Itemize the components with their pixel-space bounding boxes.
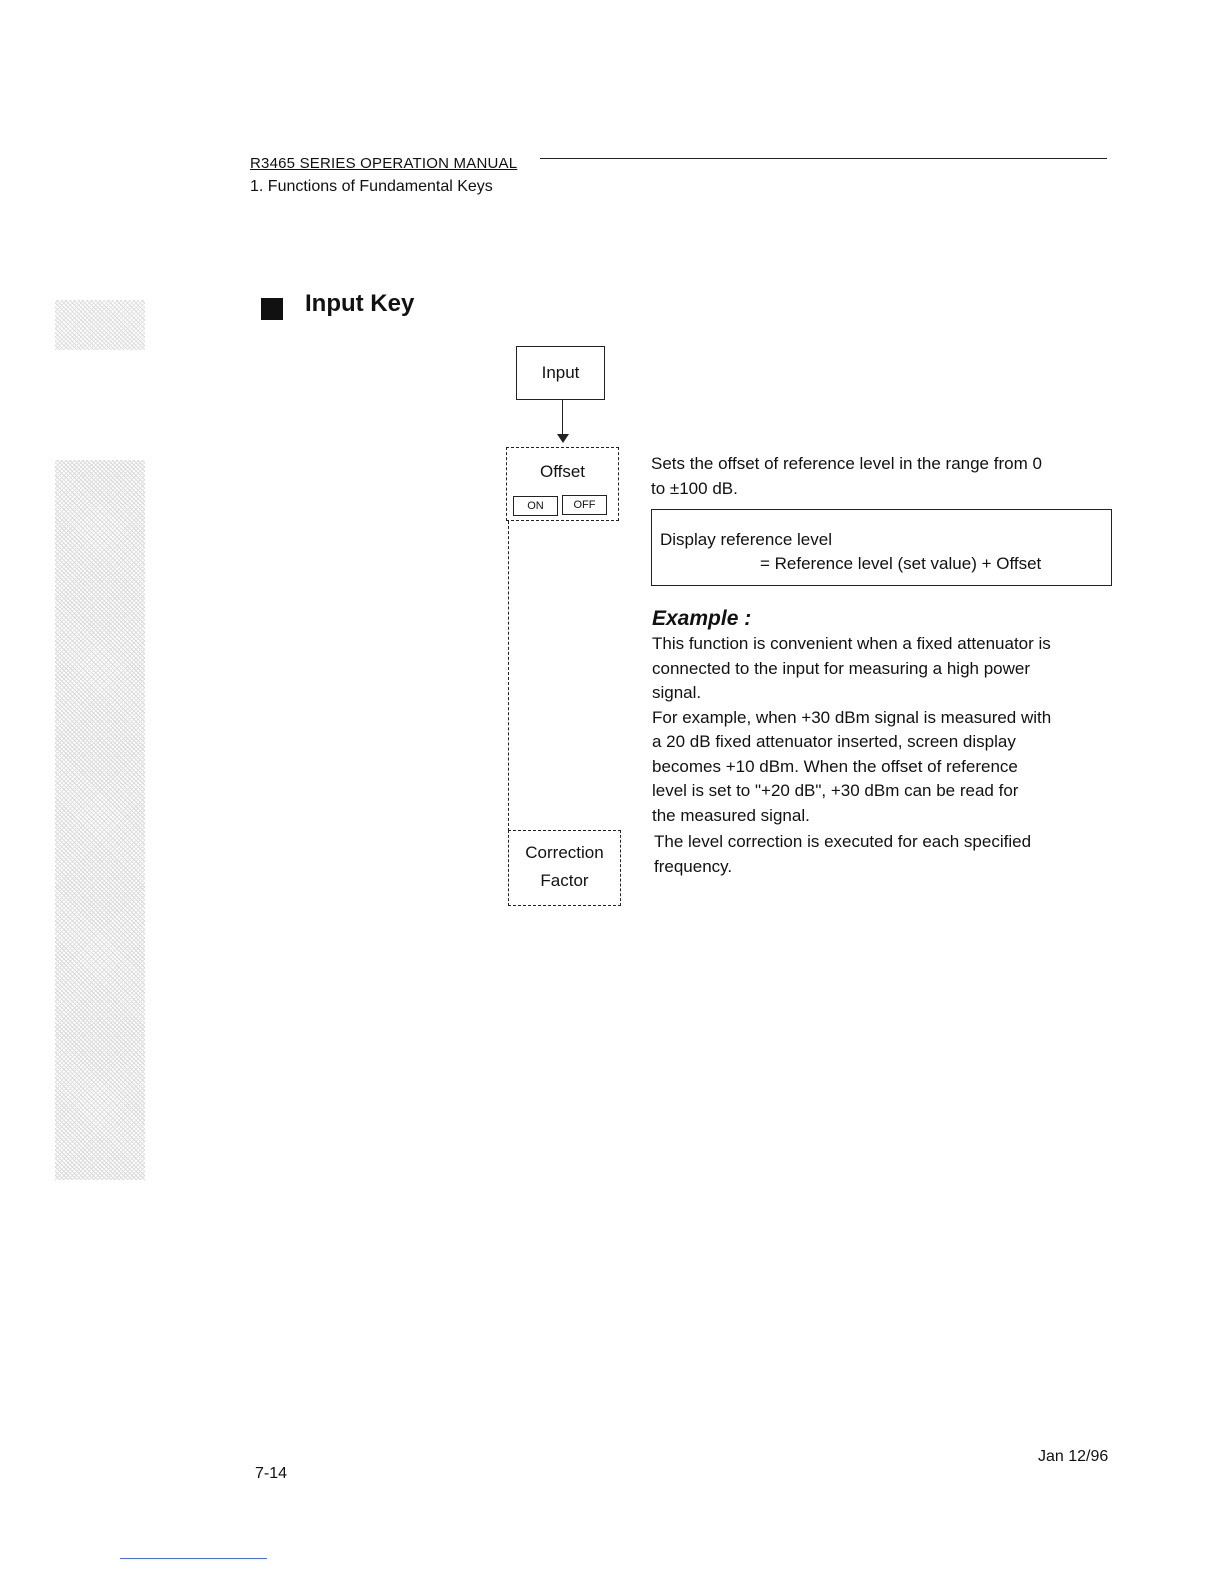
off-key <box>562 495 607 515</box>
input-key-label: Input <box>541 363 580 382</box>
connector-line <box>562 400 563 438</box>
correction-label: Correction <box>525 843 604 862</box>
section-title: Input Key <box>305 290 415 317</box>
off-key-label: OFF <box>573 499 596 511</box>
offset-description <box>651 452 1111 501</box>
formula-line: Display reference level <box>660 530 832 549</box>
input-key <box>516 346 605 400</box>
on-key <box>513 496 558 516</box>
example-heading: Example : <box>652 607 752 630</box>
revision-date: Jan 12/96 <box>1038 1448 1109 1465</box>
connector-dashed-line <box>508 521 509 831</box>
example-line: level is set to "+20 dB", +30 dBm can be read for <box>652 781 1019 800</box>
example-line: For example, when +30 dBm signal is measured with <box>652 707 1052 727</box>
example-line: This function is convenient when a fixed attenuator is <box>652 634 1051 653</box>
example-line: becomes +10 dBm. When the offset of reference <box>652 756 1018 776</box>
formula-line: = Reference level (set value) + Offset <box>760 554 1042 573</box>
offset-description-line: Sets the offset of reference level in the range from 0 <box>651 454 1042 473</box>
on-key-label: ON <box>527 500 544 512</box>
arrow-down-icon <box>557 434 569 443</box>
example-line: connected to the input for measuring a high power <box>652 658 1031 678</box>
header-rule <box>540 158 1107 159</box>
scan-artifact <box>55 460 145 1180</box>
page-number: 7-14 <box>255 1465 288 1482</box>
correction-description-line: frequency. <box>654 856 733 876</box>
offset-description-line: to ±100 dB. <box>651 478 738 498</box>
example-line: the measured signal. <box>652 805 810 825</box>
factor-label: Factor <box>540 871 589 890</box>
offset-label: Offset <box>539 462 586 481</box>
chapter-title: 1. Functions of Fundamental Keys <box>250 178 493 195</box>
section-bullet-icon <box>261 298 283 320</box>
scan-artifact <box>55 300 145 350</box>
offset-softkey-box <box>506 447 619 521</box>
bottom-rule <box>120 1558 267 1559</box>
formula-box <box>651 509 1112 586</box>
example-line: a 20 dB fixed attenuator inserted, screen display <box>652 732 1016 751</box>
manual-title: R3465 SERIES OPERATION MANUAL <box>250 155 518 172</box>
example-body <box>652 632 1112 828</box>
example-line: signal. <box>652 683 702 702</box>
correction-factor-softkey-box <box>508 830 621 906</box>
correction-description <box>654 830 1114 879</box>
correction-description-line: The level correction is executed for each specified <box>654 832 1032 851</box>
